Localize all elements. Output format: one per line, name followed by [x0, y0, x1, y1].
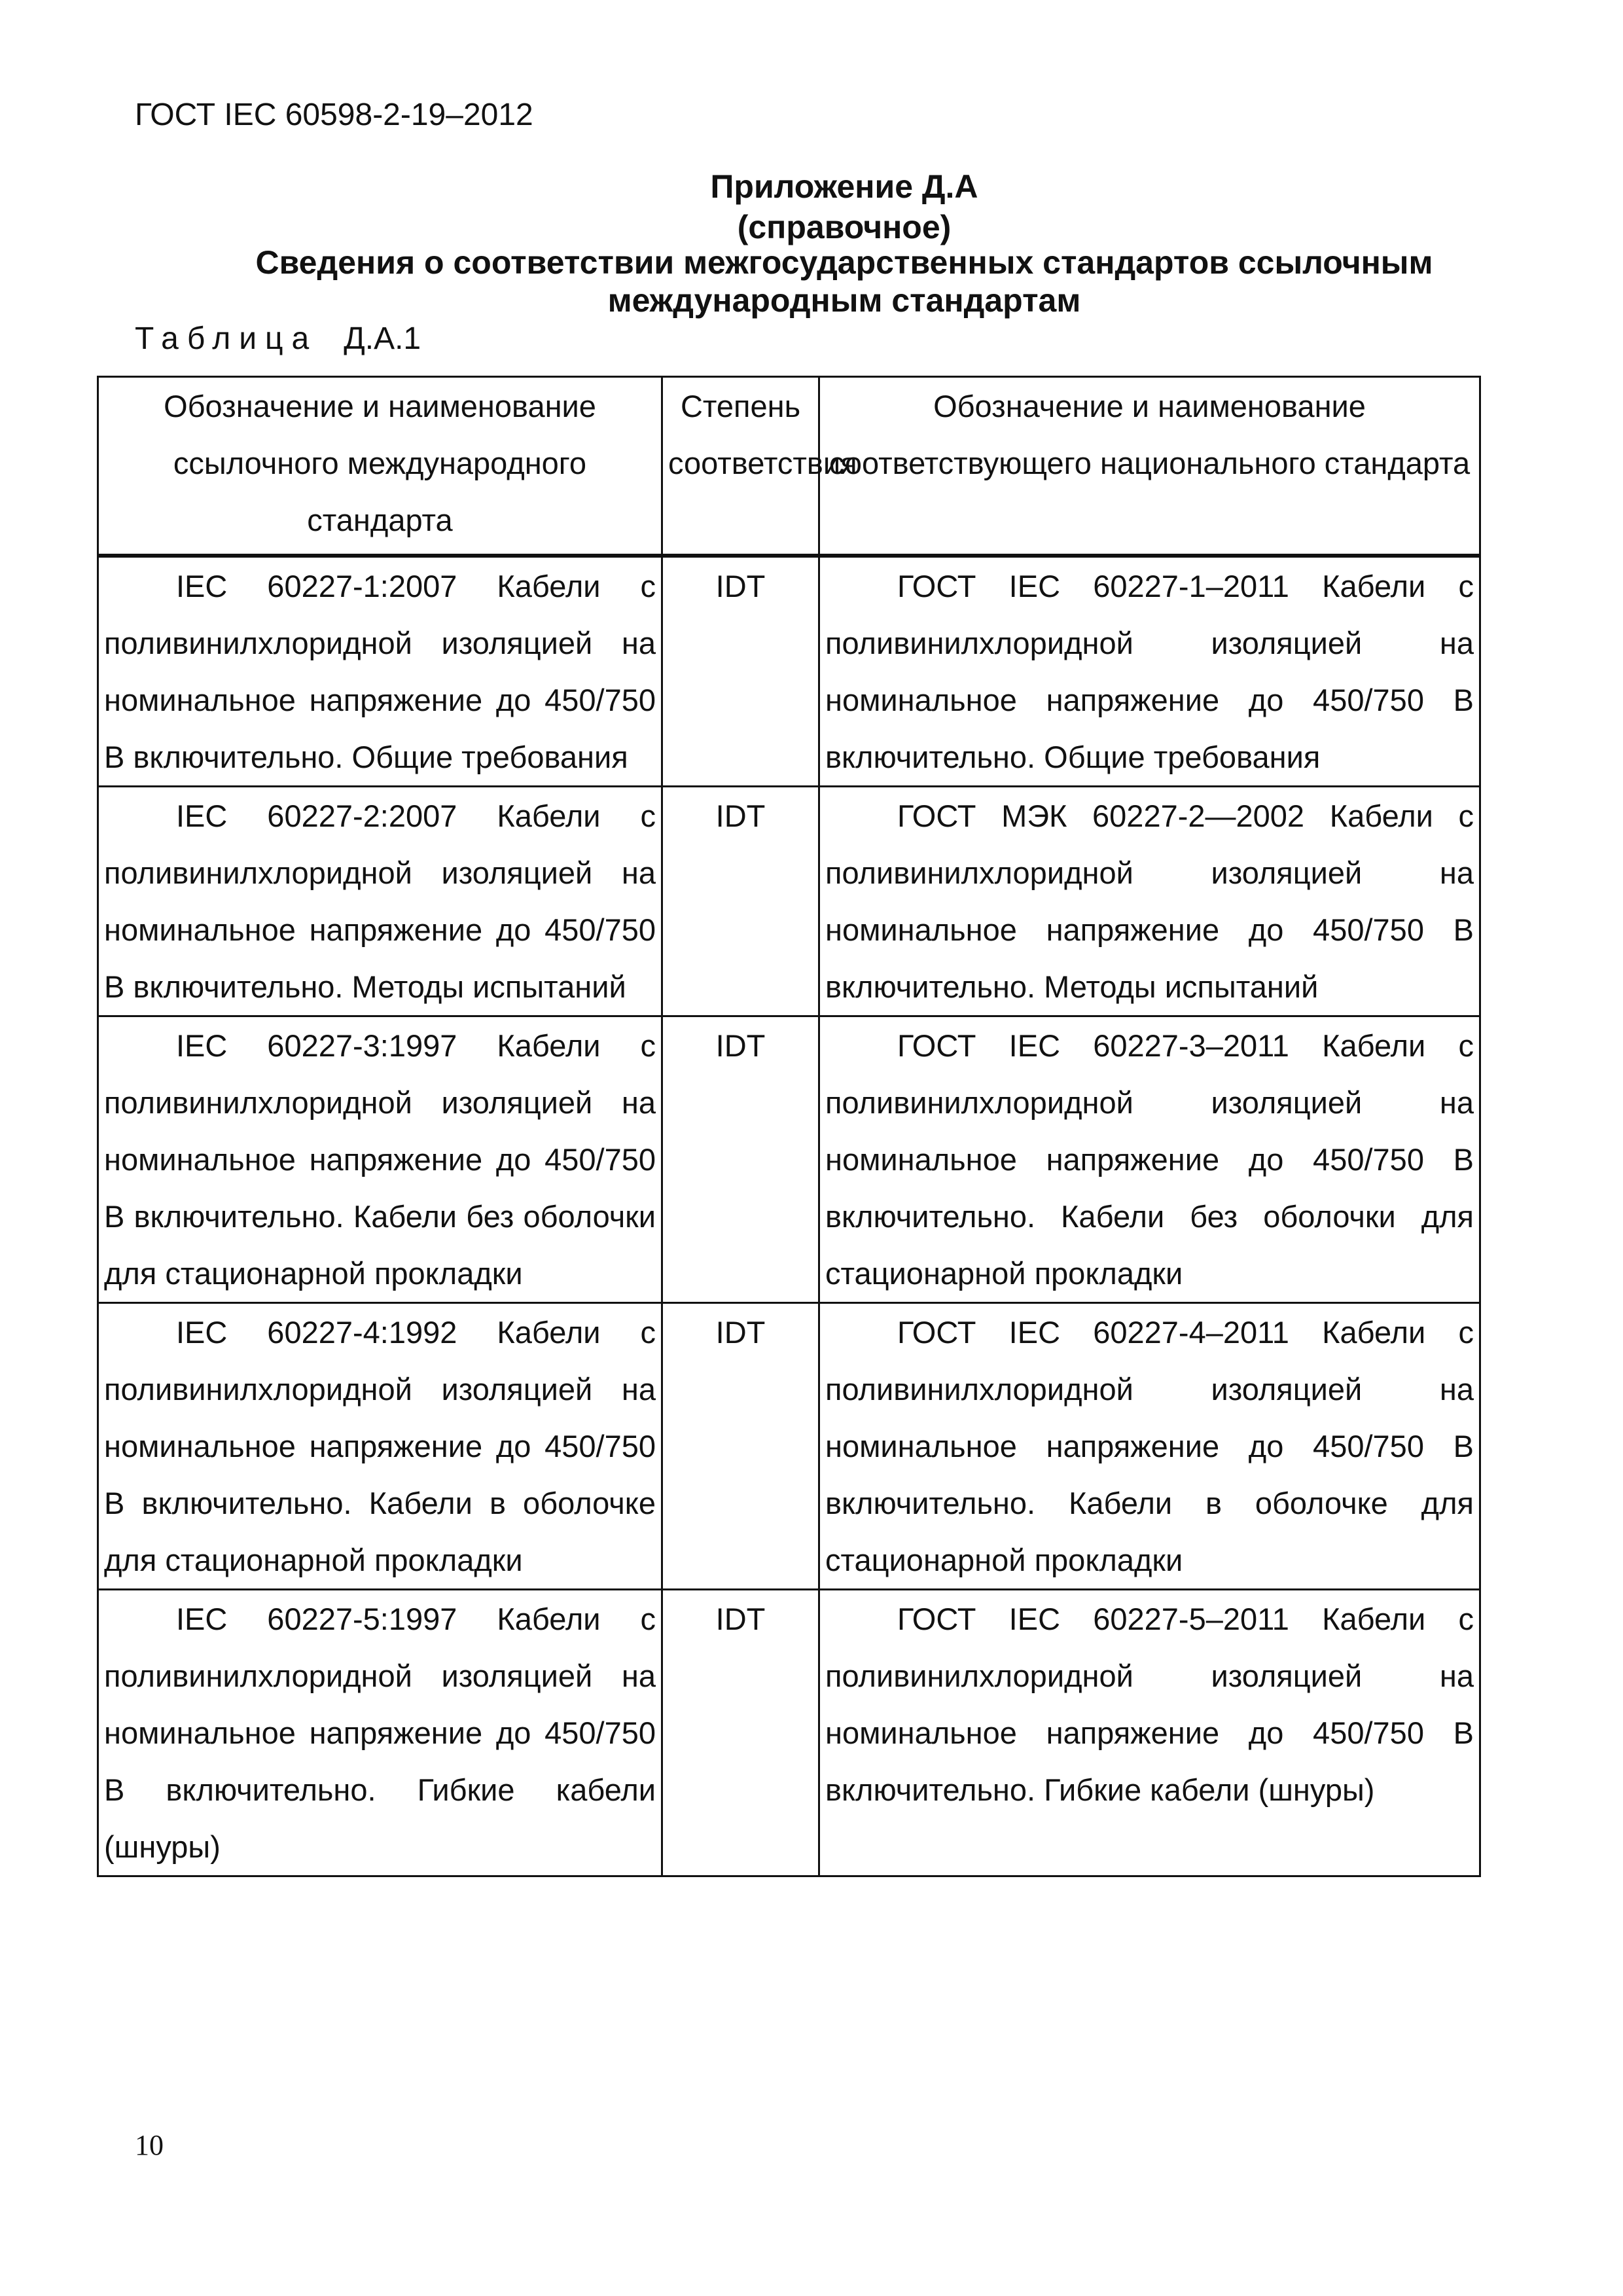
cell-international: IEC 60227-5:1997 Кабели с поливинилхлоридной изоляцией на номинальное напряжение до 450/750 В включительно. Гибкие кабели (шнуры) — [98, 1590, 662, 1876]
table-row — [98, 556, 1480, 787]
table-row — [98, 1590, 1480, 1876]
cell-national: ГОСТ IEC 60227-5–2011 Кабели с поливинилхлоридной изоляцией на номинальное напряжение до 450/750 В включительно. Гибкие кабели (шнуры) — [819, 1590, 1480, 1876]
header-degree: Степень соответствия — [662, 377, 819, 556]
header-national: Обозначение и наименование соответствующего национального стандарта — [819, 377, 1480, 556]
cell-international: IEC 60227-4:1992 Кабели с поливинилхлоридной изоляцией на номинальное напряжение до 450/750 В включительно. Кабели в оболочке для стационарной прокладки — [98, 1303, 662, 1590]
page-number: 10 — [135, 2129, 164, 2161]
appendix-subtitle-line1: Сведения о соответствии межгосударственных стандартов ссылочным — [255, 244, 1433, 281]
header-international: Обозначение и наименование ссылочного международного стандарта — [98, 377, 662, 556]
table-caption-number: Д.А.1 — [344, 321, 421, 356]
cell-national: ГОСТ МЭК 60227-2—2002 Кабели с поливинилхлоридной изоляцией на номинальное напряжение до 450/750 В включительно. Методы испытаний — [819, 787, 1480, 1016]
cell-degree: IDT — [662, 556, 819, 787]
table-row — [98, 787, 1480, 1016]
table-caption — [135, 321, 421, 357]
appendix-type: (справочное) — [737, 209, 952, 245]
cell-degree: IDT — [662, 1590, 819, 1876]
table-header-row — [98, 377, 1480, 556]
table-row — [98, 1303, 1480, 1590]
table-row — [98, 1016, 1480, 1303]
cell-international: IEC 60227-2:2007 Кабели с поливинилхлоридной изоляцией на номинальное напряжение до 450/750 В включительно. Методы испытаний — [98, 787, 662, 1016]
cell-international: IEC 60227-1:2007 Кабели с поливинилхлоридной изоляцией на номинальное напряжение до 450/750 В включительно. Общие требования — [98, 556, 662, 787]
appendix-title: Приложение Д.А — [710, 168, 978, 205]
cell-national: ГОСТ IEC 60227-1–2011 Кабели с поливинилхлоридной изоляцией на номинальное напряжение до 450/750 В включительно. Общие требования — [819, 556, 1480, 787]
table-caption-word: Таблица — [135, 321, 318, 356]
cell-national: ГОСТ IEC 60227-4–2011 Кабели с поливинилхлоридной изоляцией на номинальное напряжение до 450/750 В включительно. Кабели в оболочке для стационарной прокладки — [819, 1303, 1480, 1590]
cell-degree: IDT — [662, 1016, 819, 1303]
standards-table — [97, 376, 1481, 1877]
cell-national: ГОСТ IEC 60227-3–2011 Кабели с поливинилхлоридной изоляцией на номинальное напряжение до 450/750 В включительно. Кабели без оболочки для стационарной прокладки — [819, 1016, 1480, 1303]
appendix-subtitle-line2: международным стандартам — [607, 282, 1081, 319]
cell-degree: IDT — [662, 1303, 819, 1590]
cell-international: IEC 60227-3:1997 Кабели с поливинилхлоридной изоляцией на номинальное напряжение до 450/750 В включительно. Кабели без оболочки для стационарной прокладки — [98, 1016, 662, 1303]
cell-degree: IDT — [662, 787, 819, 1016]
document-code: ГОСТ IEC 60598-2-19–2012 — [135, 98, 533, 132]
